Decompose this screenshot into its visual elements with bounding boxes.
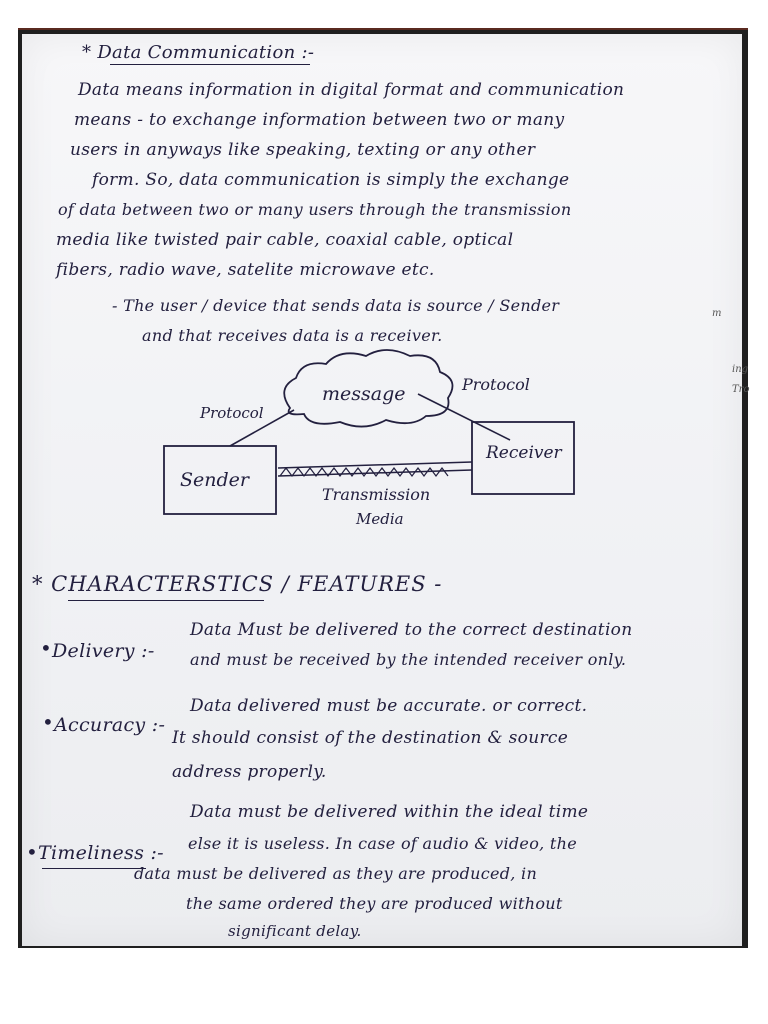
page-title: * Data Communication :- (82, 42, 315, 63)
message-label: message (322, 383, 406, 405)
margin-mark: ing (732, 364, 749, 375)
medium-top-line (278, 462, 472, 468)
note-line: - The user / device that sends data is source / Sender (112, 296, 560, 315)
feature-line: address properly. (172, 762, 327, 782)
protocol-line-right (418, 394, 510, 440)
feature-line: the same ordered they are produced without (186, 894, 563, 913)
paragraph-line: of data between two or many users through the transmission (58, 200, 572, 219)
feature-label-timeliness: Timeliness :- (38, 842, 164, 864)
sender-label: Sender (180, 469, 249, 491)
communication-diagram (22, 34, 742, 554)
paragraph-line: fibers, radio wave, satelite microwave etc. (56, 260, 435, 280)
features-heading-underline (68, 600, 264, 601)
feature-line: Data Must be delivered to the correct destination (190, 620, 633, 640)
paragraph-line: users in anyways like speaking, texting or any other (70, 140, 536, 160)
paragraph-line: means - to exchange information between two or many (74, 110, 565, 130)
protocol-left-label: Protocol (200, 404, 264, 422)
notebook-page (22, 34, 750, 946)
feature-line: and must be received by the intended receiver only. (190, 650, 627, 669)
feature-line: Data must be delivered within the ideal time (190, 802, 589, 822)
note-line: and that receives data is a receiver. (142, 326, 443, 345)
bullet-dot: • (40, 636, 52, 660)
margin-mark: m (712, 308, 722, 319)
margin-mark: Tro (732, 384, 750, 395)
medium-label-line2: Media (356, 510, 404, 528)
feature-line: significant delay. (228, 922, 362, 940)
feature-line: It should consist of the destination & source (172, 728, 569, 748)
paragraph-line: Data means information in digital format and communication (78, 80, 625, 100)
protocol-right-label: Protocol (462, 375, 530, 394)
receiver-label: Receiver (486, 443, 562, 463)
bullet-dot: • (26, 840, 38, 864)
bullet-dot: • (42, 710, 54, 734)
feature-line: Data delivered must be accurate. or correct. (190, 696, 588, 716)
feature-label-delivery: Delivery :- (52, 640, 155, 662)
paragraph-line: form. So, data communication is simply the exchange (92, 170, 570, 190)
features-heading: * CHARACTERSTICS / FEATURES - (32, 572, 443, 596)
feature-line: else it is useless. In case of audio & video, the (188, 834, 578, 853)
feature-line: data must be delivered as they are produced, in (134, 864, 538, 883)
feature-label-accuracy: Accuracy :- (54, 714, 166, 736)
timeliness-underline (42, 868, 146, 869)
paragraph-line: media like twisted pair cable, coaxial cable, optical (56, 230, 514, 250)
medium-label-line1: Transmission (322, 485, 431, 504)
